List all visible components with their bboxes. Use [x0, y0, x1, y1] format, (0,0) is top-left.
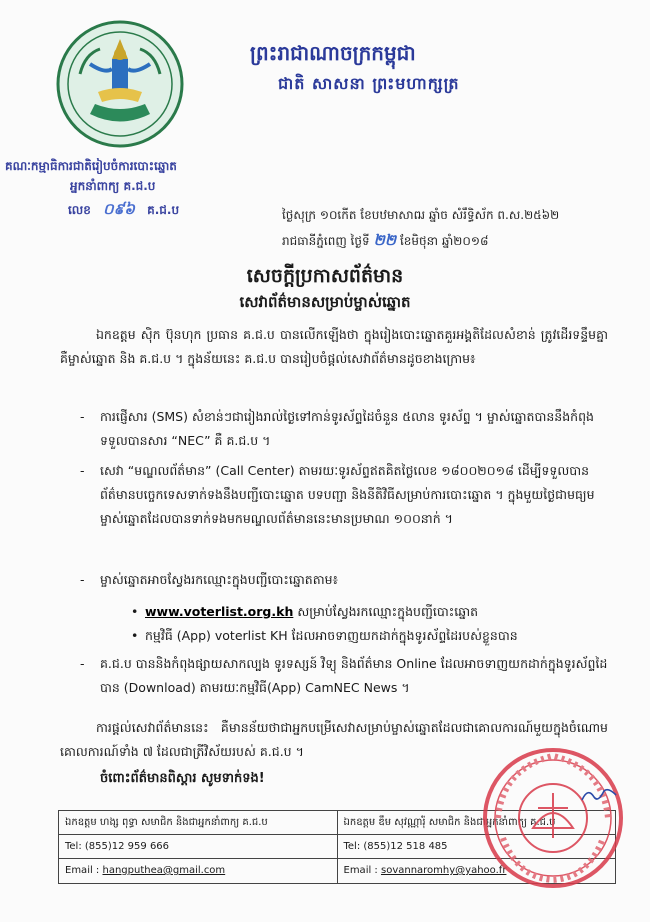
contact-card: [59, 811, 337, 883]
department-name: អ្នកនាំពាក្យ គ.ជ.ប: [70, 179, 156, 193]
contact-phone: Tel: (855)12 518 485: [338, 835, 616, 859]
solar-date-suffix: ខែមិថុនា ឆ្នាំ២០១៨: [399, 234, 489, 248]
reference-suffix: គ.ជ.ប: [147, 203, 180, 217]
bullet-broadcast: [80, 652, 610, 700]
nec-emblem-logo: [50, 14, 190, 154]
contact-email-link[interactable]: sovannaromhy@yahoo.fr: [380, 865, 507, 876]
bullet-dash-icon: -: [80, 463, 85, 478]
contact-name: ឯកឧត្តម ហង្ស ពុទ្ធា សមាជិក និងជាអ្នកនាំពាក្យ គ.ជ.ប: [59, 811, 337, 835]
reference-prefix: លេខ: [68, 203, 91, 217]
national-motto: ជាតិ សាសនា ព្រះមហាក្សត្រ: [278, 74, 460, 93]
sub-bullet-app-text: កម្មវិធី (App) voterlist KH ដែលអាចទាញយកដាក់ក្នុងទូរស័ព្ទដៃរបស់ខ្លួនបាន: [145, 628, 518, 643]
contact-name: ឯកឧត្តម ឌឹម សុវណ្ណារ៉ុំ សមាជិក និងជាអ្នកនាំពាក្យ គ.ជ.ប: [338, 811, 616, 835]
sub-bullet-app: [131, 624, 605, 648]
solar-date: [282, 231, 488, 253]
solar-date-prefix: រាជធានីភ្នំពេញ ថ្ងៃទី: [282, 234, 370, 248]
contact-heading: ចំពោះព័ត៌មានពិស្ដារ សូមទាក់ទង!: [100, 771, 265, 786]
document-subtitle: សេវាព័ត៌មានសម្រាប់ម្ចាស់ឆ្នោត: [239, 293, 411, 311]
intro-paragraph: ឯកឧត្តម ស៊ិក ប៊ុនហុក ប្រធាន គ.ជ.ប បានលើកឡើងថា ក្នុងរៀងបោះឆ្នោតគួរអង្គតិដែលសំខាន់ ត្រូវដើរទន្ទឹមគ្នា គឺម្ចាស់ឆ្នោត និង គ.ជ.ប ។ ក្នុងន័យនេះ គ.ជ.ប បានរៀបចំផ្ដល់សេវាព័ត៌មានដូចខាងក្រោម៖: [60, 327, 608, 366]
sub-bullet-website-text: សម្រាប់ស្វែងរកឈ្មោះក្នុងបញ្ជីបោះឆ្នោត: [293, 604, 479, 619]
bullet-sms-text: ការផ្ញើសារ (SMS) សំខាន់ៗជារៀងរាល់ថ្ងៃទៅកាន់ទូរស័ព្ទដៃចំនួន ៥លាន ទូរស័ព្ទ ។ ម្ចាស់ឆ្នោតបាននឹងកំពុងទទួលបានសារ “NEC” គឺ គ.ជ.ប ។: [100, 409, 594, 448]
document-title: សេចក្ដីប្រកាសព័ត៌មាន: [246, 265, 404, 287]
contact-email-row: [59, 859, 337, 882]
contact-phone: Tel: (855)12 959 666: [59, 835, 337, 859]
sub-bullet-website: [131, 600, 605, 624]
bullet-dot-icon: •: [131, 628, 139, 643]
bullet-dash-icon: -: [80, 409, 85, 424]
kingdom-heading: ព្រះរាជាណាចក្រកម្ពុជា: [250, 41, 416, 65]
bullet-search-text: ម្ចាស់ឆ្នោតអាចស្វែងរកឈ្មោះក្នុងបញ្ជីបោះឆ្នោតតាម៖: [100, 572, 339, 587]
reference-number: [68, 200, 179, 222]
bullet-broadcast-text: គ.ជ.ប បាននិងកំពុងផ្សាយសាកល្បង ទូរទស្សន៍ វិទ្យុ និងព័ត៌មាន Online ដែលអាចទាញយកដាក់ក្នុងទូរស័ព្ទដៃបាន (Download) តាមរយៈកម្មវិធី(App) CamNEC News ។: [100, 656, 608, 695]
contact-email-label: Email :: [343, 865, 381, 876]
closing-paragraph: ការផ្ដល់សេវាព័ត៌មាននេះ គឺមានន័យថាជាអ្នកបម្រើសេវាសម្រាប់ម្ចាស់ឆ្នោតដែលជាគោលការណ៍មួយក្នុងចំណោមគោលការណ៍ទាំង ៧ ដែលជាត្រីវិស័យរបស់ គ.ជ.ប ។: [60, 720, 608, 759]
bullet-call-center-text: សេវា “មណ្ឌលព័ត៌មាន” (Call Center) តាមរយៈទូរស័ព្ទឥតគិតថ្លៃលេខ ១៨០០២០១៨ ដើម្បីទទួលបានព័ត៌មានបច្ចេកទេសទាក់ទងនឹងបញ្ជីបោះឆ្នោត បទបញ្ជា និងនីតិវិធីសម្រាប់ការបោះឆ្នោត ។ ក្នុងមួយថ្ងៃជាមធ្យម ម្ចាស់ឆ្នោតដែលបានទាក់ទងមកមណ្ឌលព័ត៌មាននេះមានប្រមាណ ១០០នាក់ ។: [100, 463, 595, 526]
organization-name: គណៈកម្មាធិការជាតិរៀបចំការបោះឆ្នោត: [5, 159, 177, 173]
solar-date-day: ២២: [373, 231, 397, 249]
contact-email-link[interactable]: hangputhea@gmail.com: [102, 865, 226, 876]
reference-number-value: ០៩៦: [103, 200, 135, 218]
bullet-search: [80, 568, 610, 592]
lunar-date: ថ្ងៃសុក្រ ១០កើត ខែបឋមាសាឍ ឆ្នាំច សំរឹទ្ធិស័ក ព.ស.២៥៦២: [282, 208, 560, 222]
contact-email-label: Email :: [65, 865, 103, 876]
bullet-dot-icon: •: [131, 604, 139, 619]
official-seal-stamp: [478, 738, 628, 898]
bullet-dash-icon: -: [80, 572, 85, 587]
bullet-sms: [80, 405, 610, 453]
bullet-call-center: [80, 459, 610, 531]
signature-mark: [580, 785, 620, 805]
voterlist-website-link[interactable]: www.voterlist.org.kh: [145, 604, 294, 619]
bullet-dash-icon: -: [80, 656, 85, 671]
